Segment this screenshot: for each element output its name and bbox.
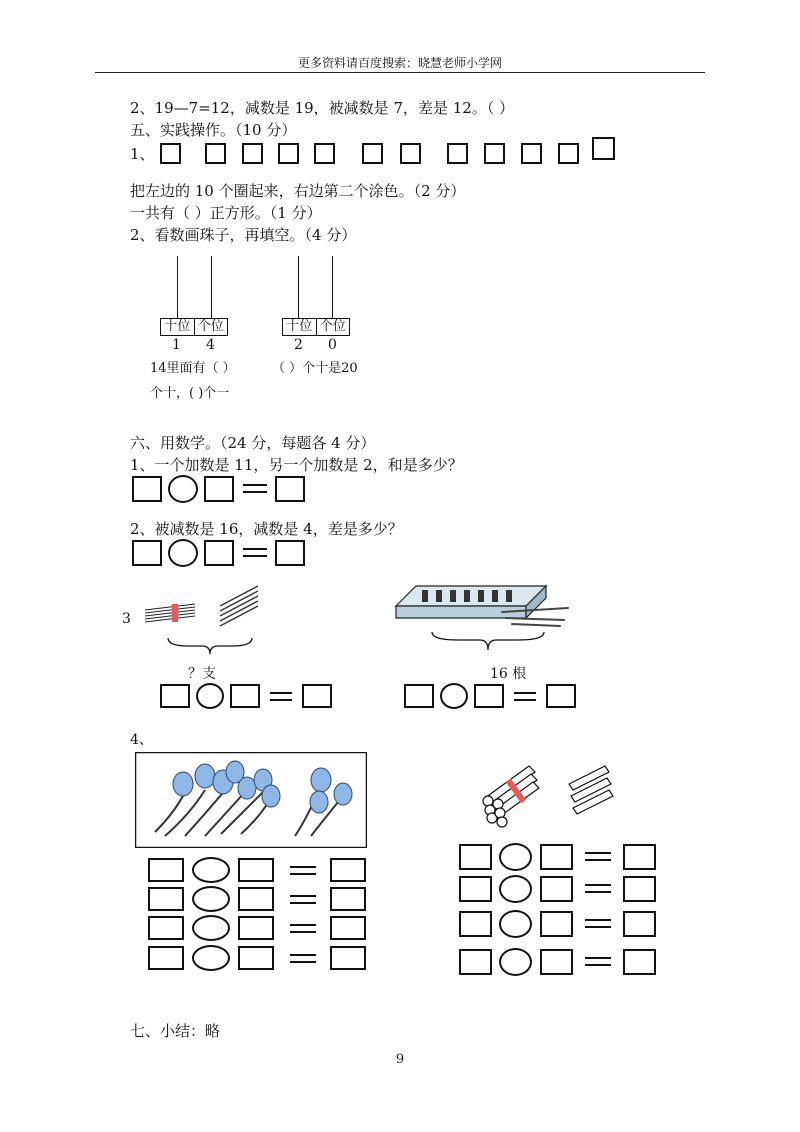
q4-number: 4、 [130,732,153,748]
square [362,143,383,164]
operator-circle[interactable] [192,886,230,912]
abacus-left-tens-digit: 1 [172,337,181,353]
answer-box[interactable] [330,916,366,940]
fill-right: （ ）个十是20 [272,361,358,376]
pencils-illustration [140,582,270,662]
operator-circle[interactable] [196,683,224,709]
square [278,143,299,164]
equals-sign [585,919,611,928]
abacus-rod-ones [332,256,333,318]
operator-circle[interactable] [499,910,532,938]
tulips-illustration [135,752,367,848]
square [160,143,181,164]
answer-box[interactable] [330,946,366,970]
equals-sign [290,895,316,904]
answer-box[interactable] [330,858,366,882]
answer-box[interactable] [623,949,656,975]
square [205,143,226,164]
page-number: 9 [395,1052,405,1067]
square [592,137,615,160]
operator-circle[interactable] [499,843,532,871]
rubber-band [172,604,178,622]
section6-q1: 1、一个加数是 11，另一个加数是 2，和是多少？ [130,456,463,474]
answer-box[interactable] [238,887,274,911]
abacus-rod-ones [211,256,212,318]
answer-box[interactable] [238,916,274,940]
answer-box[interactable] [623,876,656,902]
q3-number: 3 [122,611,131,627]
fill-left-line2: 个十，( )个一 [150,386,230,401]
square [558,143,579,164]
abacus-rod-tens [177,256,178,318]
answer-box[interactable] [540,911,573,937]
fill-left-line1: 14里面有（ ） [150,361,236,376]
section5-title: 五、实践操作。（10 分） [130,121,297,139]
q2-title: 2、看数画珠子，再填空。（4 分） [130,226,357,244]
answer-box[interactable] [275,540,305,566]
square [242,143,263,164]
abacus-rod-tens [298,256,299,318]
equals-sign [243,484,267,493]
abacus-left-place-labels [160,318,228,336]
answer-box[interactable] [623,911,656,937]
abacus-right-ones-digit: 0 [328,337,337,353]
operator-circle[interactable] [168,475,198,503]
answer-box[interactable] [474,684,504,708]
answer-box[interactable] [302,684,332,708]
q1-count: 一共有（ ）正方形。（1 分） [130,204,322,222]
answer-box[interactable] [132,476,162,502]
q1-number: 1、 [130,145,155,163]
loose-pencils [220,586,258,626]
square [314,143,335,164]
answer-box[interactable] [160,684,190,708]
operator-circle[interactable] [440,683,468,709]
answer-box[interactable] [623,844,656,870]
answer-box[interactable] [132,540,162,566]
answer-box[interactable] [540,844,573,870]
header-rule [95,72,705,73]
q3-left-label: ？支 [188,666,216,682]
answer-box[interactable] [459,911,492,937]
pencil-bundle [145,604,195,622]
abacus-left-ones-digit: 4 [206,337,215,353]
square [484,143,505,164]
answer-box[interactable] [148,887,184,911]
answer-box[interactable] [204,540,234,566]
equals-sign [290,954,316,963]
answer-box[interactable] [230,684,260,708]
equals-sign [290,924,316,933]
square [447,143,468,164]
equals-sign [585,957,611,966]
answer-box[interactable] [546,684,576,708]
answer-box[interactable] [404,684,434,708]
answer-box[interactable] [459,844,492,870]
ones-label: 个位 [194,319,228,335]
operator-circle[interactable] [499,948,532,976]
prev-question: 2、19—7=12，减数是 19，被减数是 7，差是 12。（ ） [130,99,515,117]
abacus-right-place-labels [282,318,350,336]
ones-label: 个位 [316,319,350,335]
answer-box[interactable] [148,858,184,882]
square [521,143,542,164]
answer-box[interactable] [459,949,492,975]
equals-sign [270,692,292,701]
operator-circle[interactable] [192,857,230,883]
operator-circle[interactable] [499,875,532,903]
tens-label: 十位 [286,319,313,334]
page-header: 更多资料请百度搜索：晓慧老师小学网 [297,56,502,70]
answer-box[interactable] [275,476,305,502]
square [400,143,421,164]
answer-box[interactable] [204,476,234,502]
section6-q2: 2、被减数是 16，减数是 4，差是多少？ [130,520,403,538]
answer-box[interactable] [238,858,274,882]
operator-circle[interactable] [192,945,230,971]
answer-box[interactable] [330,887,366,911]
equals-sign [514,692,536,701]
answer-box[interactable] [540,876,573,902]
curly-brace [432,632,544,650]
q3-right-label: 16 根 [490,666,527,682]
answer-box[interactable] [540,949,573,975]
operator-circle[interactable] [192,915,230,941]
curly-brace [168,638,252,654]
section6-title: 六、用数学。（24 分，每题各 4 分） [130,434,376,452]
answer-box[interactable] [459,876,492,902]
abacus-right-tens-digit: 2 [294,337,303,353]
section7-title: 七、小结：略 [130,1022,221,1040]
answer-box[interactable] [148,916,184,940]
pencil-box-illustration [392,576,582,658]
sticks-illustration [477,760,617,836]
operator-circle[interactable] [168,539,198,567]
tens-label: 十位 [164,319,191,334]
equals-sign [585,852,611,861]
answer-box[interactable] [238,946,274,970]
equals-sign [290,866,316,875]
q1-instruction: 把左边的 10 个圈起来，右边第二个涂色。（2 分） [130,182,466,200]
answer-box[interactable] [148,946,184,970]
equals-sign [585,884,611,893]
equals-sign [243,548,267,557]
